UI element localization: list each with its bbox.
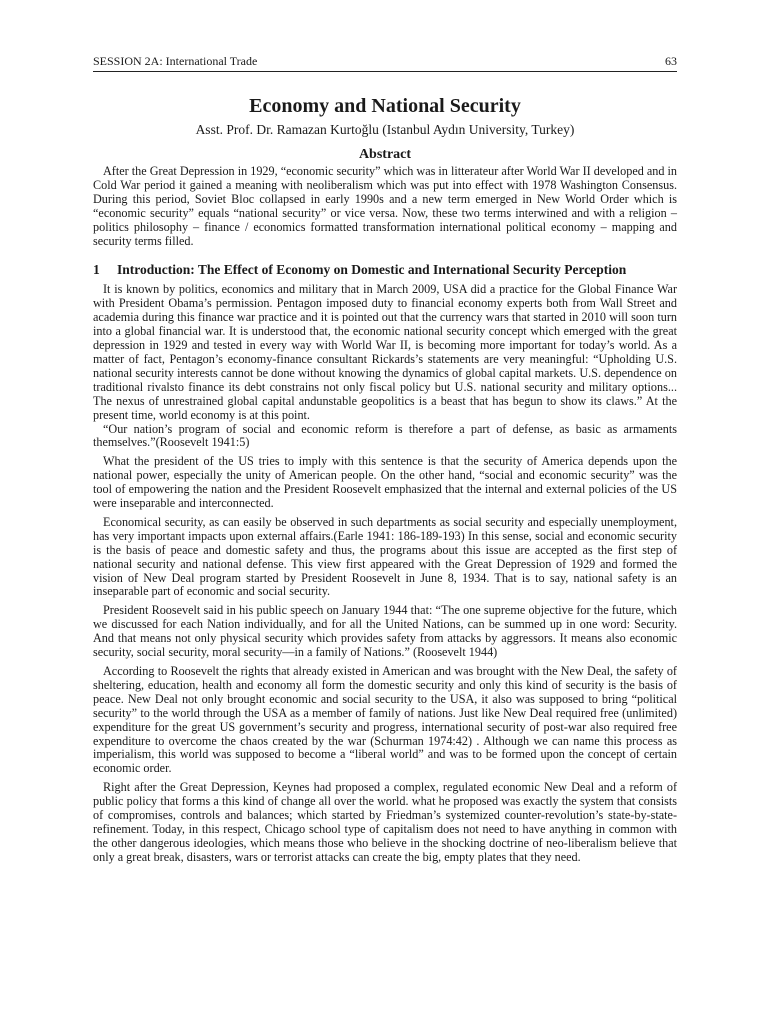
running-header xyxy=(93,54,677,72)
section-title: Introduction: The Effect of Economy on Domestic and International Security Perception xyxy=(117,262,627,278)
body-paragraph: President Roosevelt said in his public speech on January 1944 that: “The one supreme objective for the future, which we discussed for each Nation individually, and for all the United Nations, can be summed up in one word: Security. And that means not only physical security which provides safety from attacks by aggressors. It means also economic security, social security, moral security—in a family of Nations.” (Roosevelt 1944) xyxy=(93,603,677,660)
paper-title: Economy and National Security xyxy=(249,95,521,117)
abstract-text: After the Great Depression in 1929, “economic security” which was in litterateur after World War II developed and in Cold War period it gained a meaning with neoliberalism which was put into effect with 1978 Washington Consensus. During this period, Soviet Bloc collapsed in early 1990s and a new term emerged in New World Order which is “economic security” equals “national security” or vice versa. Now, these two terms interwined and with a religion – politics philosophy – finance / economics formatted transformation international political economy – mapping and security terms filled. xyxy=(93,164,677,248)
section-number: 1 xyxy=(93,262,100,278)
quote-paragraph: “Our nation’s program of social and economic reform is therefore a part of defense, as basic as armaments themselves.”(Roosevelt 1941:5) xyxy=(93,421,677,450)
body-paragraph: According to Roosevelt the rights that already existed in American and was brought with the New Deal, the safety of sheltering, education, health and economy all form the domestic security and only this kind of security is the basis of peace. New Deal not only brought economic and social security to the USA, it also was supposed to bring “political security” to the world through the USA as a member of family of nations. Just like New Deal required free (unlimited) expenditure for the great US government’s security and progress, international security of post-war also required free expenditure to overcome the chaos created by the war (Schurman 1974:42) . Although we can name this process as imperialism, this world was supposed to become a “liberal world” and was to be formed upon the concept of certain economic order. xyxy=(93,664,677,776)
body-paragraph: Right after the Great Depression, Keynes had proposed a complex, regulated economic New Deal and a reform of public policy that forms a this kind of change all over the world. what he proposed was exactly the system that consists of compromises, controls and balances; which started by Friedman’s systemized counter-revolution’s state-by-state-refinement. Today, in this respect, Chicago school type of capitalism does not need to have anything in common with the other dangerous ideologies, which means those who believe in the shocking doctrine of neo-liberalism believe that only a great break, disasters, wars or terrorist attacks can create the big, empty plates that they need. xyxy=(93,780,677,864)
section-heading xyxy=(93,262,677,278)
body-paragraph: Economical security, as can easily be observed in such departments as social security and especially unemployment, has very important impacts upon external affairs.(Earle 1941: 186-189-193) In this sense, social and economic security is the basis of peace and domestic safety and thus, the programs about this issue are accepted as the first step of national security and national defense. This view first appeared with the Great Depression of 1929 and formed the vision of New Deal program started by President Roosevelt in June 8, 1934. That is to say, national safety is an inseparable part of economic and social security. xyxy=(93,514,677,599)
author-affiliation: Asst. Prof. Dr. Ramazan Kurtoğlu (Istanbul Aydın University, Turkey) xyxy=(195,122,575,137)
body-paragraph: It is known by politics, economics and military that in March 2009, USA did a practice for the Global Finance War with President Obama’s permission. Pentagon imposed duty to financial economy experts both from Wall Street and academia during this finance war practice and it is pointed out that the currency wars that started in 2010 will soon turn into a global financial war. It is understood that, the economic national security concept which emerged with the great depression in 1929 and tested in every way with World War II, is becoming more important for today’s world. As a matter of fact, Pentagon’s economy-finance consultant Rickards’s statements are very meaningful: “Upholding U.S. national security interests cannot be done without knowing the dynamics of global capital markets. U.S. dependence on traditional rivalsto finance its debt constrains not only fiscal policy but U.S. national security and military options... The nexus of unrestrained global capital andunstable geopolitics is a beast that has begun to show its claws.” At the present time, world economy is at this point. xyxy=(93,282,677,422)
page-number: 63 xyxy=(665,54,677,68)
abstract-heading: Abstract xyxy=(358,147,412,162)
session-label: SESSION 2A: International Trade xyxy=(93,54,258,68)
body-paragraph: What the president of the US tries to imply with this sentence is that the security of America depends upon the national power, especially the unity of American people. On the other hand, “social and economic security” was the tool of empowering the nation and the President Roosevelt emphasized that the internal and external policies of the US were inseparable and interconnected. xyxy=(93,454,677,511)
paper-page xyxy=(93,54,677,865)
